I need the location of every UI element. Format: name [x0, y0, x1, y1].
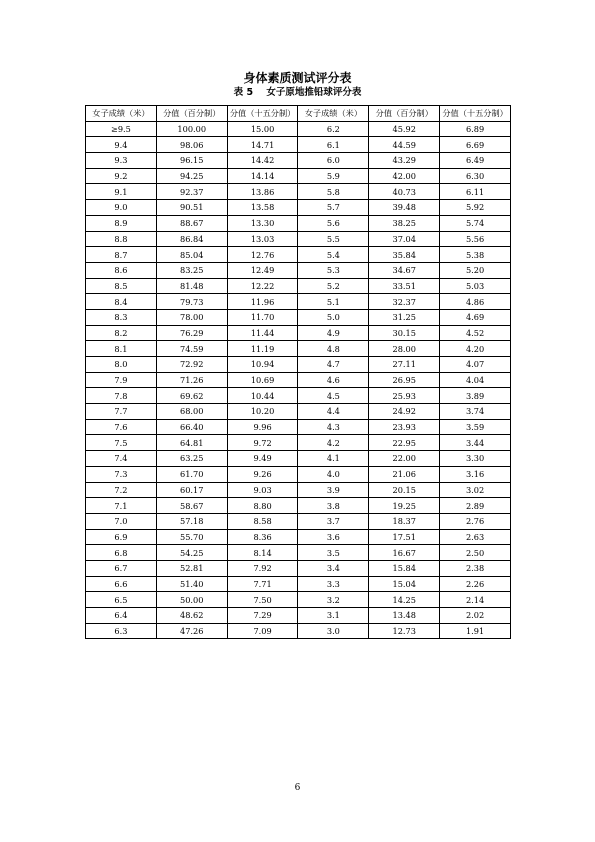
cell-points-100-left: 61.70 — [156, 466, 227, 482]
cell-points-15-right: 5.38 — [440, 247, 511, 263]
cell-points-100-right: 43.29 — [369, 153, 440, 169]
cell-points-15-right: 3.89 — [440, 388, 511, 404]
cell-score-meters-right: 3.7 — [298, 513, 369, 529]
table-row — [86, 498, 511, 514]
table-row — [86, 121, 511, 137]
cell-points-15-left: 9.49 — [227, 451, 298, 467]
table-row — [86, 513, 511, 529]
cell-score-meters-right: 3.8 — [298, 498, 369, 514]
cell-points-15-right: 6.89 — [440, 121, 511, 137]
cell-score-meters-left: 6.5 — [86, 592, 157, 608]
cell-points-15-left: 9.96 — [227, 419, 298, 435]
cell-points-100-left: 69.62 — [156, 388, 227, 404]
cell-points-100-left: 64.81 — [156, 435, 227, 451]
cell-points-100-left: 48.62 — [156, 608, 227, 624]
cell-points-100-right: 14.25 — [369, 592, 440, 608]
table-row — [86, 357, 511, 373]
cell-points-15-right: 6.11 — [440, 184, 511, 200]
table-body — [86, 121, 511, 639]
cell-points-15-left: 7.29 — [227, 608, 298, 624]
cell-points-15-right: 5.56 — [440, 231, 511, 247]
cell-points-100-left: 94.25 — [156, 168, 227, 184]
cell-score-meters-left: 7.6 — [86, 419, 157, 435]
cell-points-100-left: 55.70 — [156, 529, 227, 545]
cell-points-100-left: 51.40 — [156, 576, 227, 592]
cell-points-100-right: 28.00 — [369, 341, 440, 357]
cell-score-meters-left: 8.1 — [86, 341, 157, 357]
table-row — [86, 545, 511, 561]
cell-score-meters-right: 3.3 — [298, 576, 369, 592]
cell-points-100-right: 44.59 — [369, 137, 440, 153]
cell-points-100-left: 63.25 — [156, 451, 227, 467]
cell-points-15-right: 3.74 — [440, 404, 511, 420]
cell-points-100-left: 72.92 — [156, 357, 227, 373]
table-row — [86, 325, 511, 341]
cell-score-meters-right: 4.5 — [298, 388, 369, 404]
cell-points-15-left: 11.96 — [227, 294, 298, 310]
cell-points-100-left: 57.18 — [156, 513, 227, 529]
cell-score-meters-left: 6.9 — [86, 529, 157, 545]
cell-score-meters-left: 6.8 — [86, 545, 157, 561]
cell-score-meters-right: 4.4 — [298, 404, 369, 420]
cell-points-100-right: 12.73 — [369, 623, 440, 639]
table-row — [86, 262, 511, 278]
table-row — [86, 168, 511, 184]
cell-score-meters-left: 9.4 — [86, 137, 157, 153]
cell-points-100-right: 18.37 — [369, 513, 440, 529]
cell-score-meters-right: 3.1 — [298, 608, 369, 624]
cell-points-15-left: 11.44 — [227, 325, 298, 341]
table-row — [86, 592, 511, 608]
cell-score-meters-left: 7.5 — [86, 435, 157, 451]
cell-score-meters-right: 5.5 — [298, 231, 369, 247]
cell-points-15-left: 9.26 — [227, 466, 298, 482]
cell-points-100-right: 37.04 — [369, 231, 440, 247]
cell-points-15-left: 13.03 — [227, 231, 298, 247]
cell-points-100-left: 96.15 — [156, 153, 227, 169]
cell-points-15-right: 1.91 — [440, 623, 511, 639]
cell-score-meters-right: 4.6 — [298, 372, 369, 388]
cell-score-meters-right: 4.1 — [298, 451, 369, 467]
cell-points-15-right: 4.07 — [440, 357, 511, 373]
cell-points-100-left: 81.48 — [156, 278, 227, 294]
cell-points-15-left: 10.69 — [227, 372, 298, 388]
cell-points-100-left: 100.00 — [156, 121, 227, 137]
cell-score-meters-left: 7.2 — [86, 482, 157, 498]
cell-points-100-right: 16.67 — [369, 545, 440, 561]
cell-points-15-left: 14.71 — [227, 137, 298, 153]
cell-score-meters-left: 6.4 — [86, 608, 157, 624]
table-row — [86, 404, 511, 420]
cell-score-meters-left: 9.0 — [86, 200, 157, 216]
cell-points-15-left: 12.49 — [227, 262, 298, 278]
cell-points-100-right: 33.51 — [369, 278, 440, 294]
cell-points-15-right: 3.16 — [440, 466, 511, 482]
cell-score-meters-right: 5.9 — [298, 168, 369, 184]
cell-points-100-right: 26.95 — [369, 372, 440, 388]
cell-points-100-left: 74.59 — [156, 341, 227, 357]
cell-points-15-right: 2.14 — [440, 592, 511, 608]
cell-points-15-left: 9.72 — [227, 435, 298, 451]
cell-points-100-right: 30.15 — [369, 325, 440, 341]
cell-score-meters-right: 5.4 — [298, 247, 369, 263]
header-score-meters-left: 女子成绩（米） — [86, 106, 157, 122]
cell-points-15-right: 5.92 — [440, 200, 511, 216]
cell-score-meters-left: 8.6 — [86, 262, 157, 278]
cell-points-15-left: 8.14 — [227, 545, 298, 561]
cell-score-meters-right: 3.6 — [298, 529, 369, 545]
cell-points-100-left: 47.26 — [156, 623, 227, 639]
cell-score-meters-left: 7.3 — [86, 466, 157, 482]
table-row — [86, 623, 511, 639]
cell-points-100-left: 66.40 — [156, 419, 227, 435]
table-row — [86, 608, 511, 624]
cell-score-meters-left: 7.9 — [86, 372, 157, 388]
cell-points-100-left: 90.51 — [156, 200, 227, 216]
cell-score-meters-right: 5.7 — [298, 200, 369, 216]
table-row — [86, 341, 511, 357]
cell-points-15-left: 7.09 — [227, 623, 298, 639]
table-row — [86, 560, 511, 576]
cell-score-meters-right: 5.0 — [298, 309, 369, 325]
cell-points-15-right: 3.02 — [440, 482, 511, 498]
cell-points-15-left: 14.14 — [227, 168, 298, 184]
cell-points-15-left: 13.58 — [227, 200, 298, 216]
cell-points-100-right: 23.93 — [369, 419, 440, 435]
table-row — [86, 388, 511, 404]
cell-points-100-right: 22.95 — [369, 435, 440, 451]
cell-points-100-right: 42.00 — [369, 168, 440, 184]
table-row — [86, 372, 511, 388]
cell-score-meters-left: 6.6 — [86, 576, 157, 592]
cell-points-100-left: 68.00 — [156, 404, 227, 420]
cell-points-15-left: 9.03 — [227, 482, 298, 498]
table-row — [86, 309, 511, 325]
cell-score-meters-left: 9.1 — [86, 184, 157, 200]
cell-points-100-right: 45.92 — [369, 121, 440, 137]
page-number: 6 — [294, 783, 301, 793]
cell-points-15-right: 3.44 — [440, 435, 511, 451]
cell-points-15-left: 13.30 — [227, 215, 298, 231]
cell-points-100-right: 24.92 — [369, 404, 440, 420]
cell-points-100-left: 52.81 — [156, 560, 227, 576]
cell-points-100-right: 13.48 — [369, 608, 440, 624]
cell-score-meters-left: 7.0 — [86, 513, 157, 529]
cell-score-meters-right: 6.1 — [298, 137, 369, 153]
cell-points-15-right: 4.69 — [440, 309, 511, 325]
cell-points-15-left: 7.50 — [227, 592, 298, 608]
cell-points-100-right: 31.25 — [369, 309, 440, 325]
score-table — [85, 105, 511, 639]
cell-points-15-right: 4.86 — [440, 294, 511, 310]
cell-points-15-left: 14.42 — [227, 153, 298, 169]
cell-score-meters-left: 8.8 — [86, 231, 157, 247]
table-row — [86, 200, 511, 216]
cell-points-100-right: 22.00 — [369, 451, 440, 467]
cell-points-15-left: 8.36 — [227, 529, 298, 545]
cell-points-100-left: 86.84 — [156, 231, 227, 247]
cell-points-100-right: 35.84 — [369, 247, 440, 263]
cell-score-meters-right: 4.2 — [298, 435, 369, 451]
cell-points-100-right: 15.04 — [369, 576, 440, 592]
cell-points-15-right: 2.63 — [440, 529, 511, 545]
table-header-row — [86, 106, 511, 122]
cell-score-meters-right: 3.9 — [298, 482, 369, 498]
table-row — [86, 231, 511, 247]
cell-score-meters-left: 7.4 — [86, 451, 157, 467]
header-score-meters-right: 女子成绩（米） — [298, 106, 369, 122]
cell-points-15-right: 4.20 — [440, 341, 511, 357]
table-row — [86, 529, 511, 545]
cell-score-meters-left: 7.7 — [86, 404, 157, 420]
cell-score-meters-left: ≥9.5 — [86, 121, 157, 137]
table-row — [86, 137, 511, 153]
cell-points-15-right: 3.30 — [440, 451, 511, 467]
cell-score-meters-right: 5.1 — [298, 294, 369, 310]
cell-score-meters-right: 4.7 — [298, 357, 369, 373]
cell-score-meters-left: 9.3 — [86, 153, 157, 169]
cell-points-100-right: 38.25 — [369, 215, 440, 231]
table-row — [86, 215, 511, 231]
cell-points-100-left: 54.25 — [156, 545, 227, 561]
cell-score-meters-right: 5.8 — [298, 184, 369, 200]
table-row — [86, 435, 511, 451]
table-row — [86, 466, 511, 482]
cell-points-15-left: 7.92 — [227, 560, 298, 576]
table-row — [86, 278, 511, 294]
cell-score-meters-right: 3.4 — [298, 560, 369, 576]
cell-points-100-right: 27.11 — [369, 357, 440, 373]
cell-points-100-right: 17.51 — [369, 529, 440, 545]
cell-score-meters-left: 7.8 — [86, 388, 157, 404]
cell-score-meters-right: 6.0 — [298, 153, 369, 169]
header-points-100-right: 分值（百分制） — [369, 106, 440, 122]
cell-points-15-right: 2.38 — [440, 560, 511, 576]
header-points-15-right: 分值（十五分制） — [440, 106, 511, 122]
cell-points-100-left: 88.67 — [156, 215, 227, 231]
table-row — [86, 247, 511, 263]
cell-points-100-left: 76.29 — [156, 325, 227, 341]
cell-points-15-left: 11.70 — [227, 309, 298, 325]
cell-score-meters-left: 8.4 — [86, 294, 157, 310]
table-row — [86, 184, 511, 200]
cell-score-meters-left: 8.5 — [86, 278, 157, 294]
cell-points-100-left: 50.00 — [156, 592, 227, 608]
cell-score-meters-left: 6.3 — [86, 623, 157, 639]
table-row — [86, 482, 511, 498]
cell-points-15-right: 2.50 — [440, 545, 511, 561]
cell-score-meters-left: 8.3 — [86, 309, 157, 325]
cell-points-100-right: 32.37 — [369, 294, 440, 310]
cell-points-100-left: 71.26 — [156, 372, 227, 388]
cell-points-15-right: 2.76 — [440, 513, 511, 529]
cell-points-100-right: 25.93 — [369, 388, 440, 404]
cell-points-15-left: 10.94 — [227, 357, 298, 373]
cell-points-15-right: 3.59 — [440, 419, 511, 435]
cell-points-100-right: 39.48 — [369, 200, 440, 216]
table-row — [86, 294, 511, 310]
cell-points-15-right: 2.26 — [440, 576, 511, 592]
cell-score-meters-left: 6.7 — [86, 560, 157, 576]
cell-points-100-right: 20.15 — [369, 482, 440, 498]
cell-points-15-left: 10.20 — [227, 404, 298, 420]
cell-points-15-right: 2.02 — [440, 608, 511, 624]
table-row — [86, 451, 511, 467]
cell-points-100-left: 60.17 — [156, 482, 227, 498]
cell-points-15-right: 4.52 — [440, 325, 511, 341]
cell-points-15-right: 4.04 — [440, 372, 511, 388]
cell-points-15-right: 6.30 — [440, 168, 511, 184]
cell-score-meters-right: 3.0 — [298, 623, 369, 639]
cell-score-meters-right: 5.2 — [298, 278, 369, 294]
cell-score-meters-left: 8.0 — [86, 357, 157, 373]
cell-score-meters-right: 4.0 — [298, 466, 369, 482]
header-points-15-left: 分值（十五分制） — [227, 106, 298, 122]
cell-points-100-right: 15.84 — [369, 560, 440, 576]
cell-score-meters-right: 3.5 — [298, 545, 369, 561]
cell-points-100-right: 21.06 — [369, 466, 440, 482]
table-row — [86, 153, 511, 169]
cell-points-100-left: 98.06 — [156, 137, 227, 153]
cell-score-meters-right: 4.9 — [298, 325, 369, 341]
document-title: 身体素质测试评分表 — [243, 71, 352, 85]
cell-points-100-right: 34.67 — [369, 262, 440, 278]
cell-score-meters-left: 8.7 — [86, 247, 157, 263]
cell-score-meters-right: 3.2 — [298, 592, 369, 608]
table-row — [86, 419, 511, 435]
cell-score-meters-right: 4.3 — [298, 419, 369, 435]
cell-points-15-left: 15.00 — [227, 121, 298, 137]
cell-score-meters-left: 7.1 — [86, 498, 157, 514]
cell-points-15-left: 10.44 — [227, 388, 298, 404]
cell-points-100-right: 19.25 — [369, 498, 440, 514]
cell-points-100-left: 79.73 — [156, 294, 227, 310]
cell-score-meters-right: 5.6 — [298, 215, 369, 231]
cell-score-meters-right: 5.3 — [298, 262, 369, 278]
cell-points-15-left: 12.76 — [227, 247, 298, 263]
cell-points-15-left: 7.71 — [227, 576, 298, 592]
cell-score-meters-left: 9.2 — [86, 168, 157, 184]
cell-score-meters-left: 8.2 — [86, 325, 157, 341]
cell-points-100-left: 83.25 — [156, 262, 227, 278]
table-caption: 表 5 女子原地推铅球评分表 — [233, 87, 362, 98]
cell-points-15-right: 6.69 — [440, 137, 511, 153]
cell-points-100-left: 78.00 — [156, 309, 227, 325]
table-row — [86, 576, 511, 592]
cell-score-meters-right: 4.8 — [298, 341, 369, 357]
cell-points-100-left: 58.67 — [156, 498, 227, 514]
cell-points-100-right: 40.73 — [369, 184, 440, 200]
cell-points-15-right: 5.74 — [440, 215, 511, 231]
cell-points-15-left: 11.19 — [227, 341, 298, 357]
cell-points-100-left: 85.04 — [156, 247, 227, 263]
header-points-100-left: 分值（百分制） — [156, 106, 227, 122]
cell-score-meters-left: 8.9 — [86, 215, 157, 231]
cell-points-15-left: 8.80 — [227, 498, 298, 514]
cell-score-meters-right: 6.2 — [298, 121, 369, 137]
cell-points-15-left: 8.58 — [227, 513, 298, 529]
cell-points-15-right: 2.89 — [440, 498, 511, 514]
cell-points-15-right: 5.03 — [440, 278, 511, 294]
cell-points-15-right: 6.49 — [440, 153, 511, 169]
cell-points-100-left: 92.37 — [156, 184, 227, 200]
cell-points-15-left: 12.22 — [227, 278, 298, 294]
cell-points-15-left: 13.86 — [227, 184, 298, 200]
cell-points-15-right: 5.20 — [440, 262, 511, 278]
